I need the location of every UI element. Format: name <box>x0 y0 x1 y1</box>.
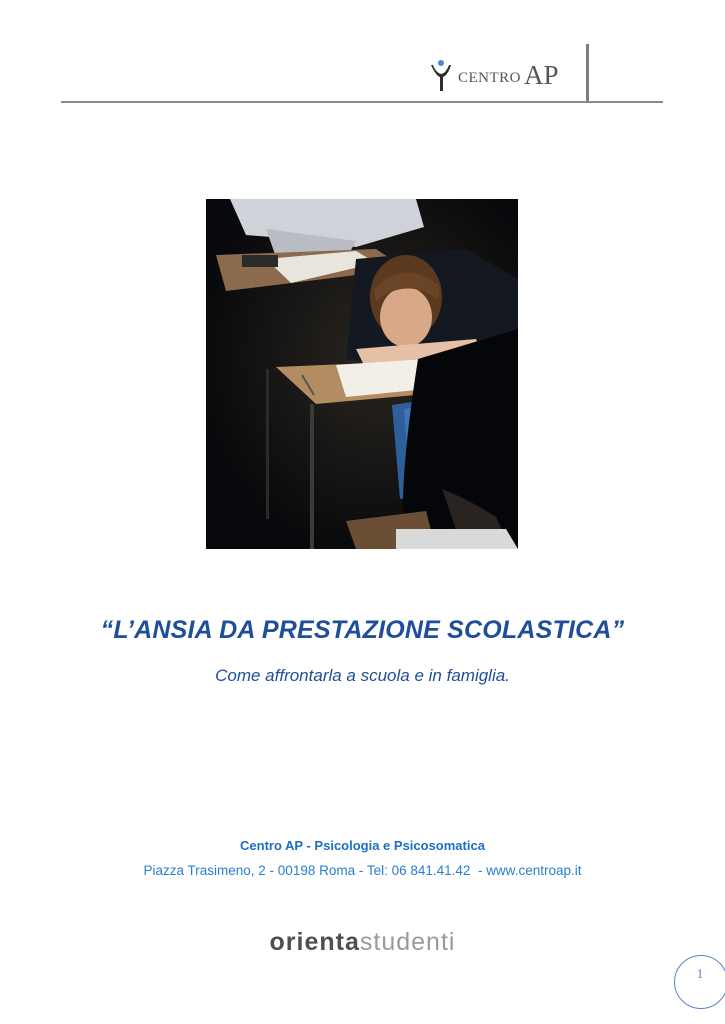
document-subtitle: Come affrontarla a scuola e in famiglia. <box>215 666 510 685</box>
header-divider-vertical <box>586 44 589 102</box>
centro-ap-logo <box>428 56 559 92</box>
page-number-badge <box>674 955 725 1009</box>
cover-photo <box>206 199 518 549</box>
header-divider <box>61 101 663 103</box>
organization-name: Centro AP - Psicologia e Psicosomatica <box>240 838 485 853</box>
document-title: “L’ANSIA DA PRESTAZIONE SCOLASTICA” <box>100 616 625 644</box>
page-number: 1 <box>696 966 704 981</box>
brand-text-studenti: studenti <box>359 928 456 956</box>
logo-text-centro: CENTRO <box>458 70 521 86</box>
brand-text-orienta: orienta <box>269 928 360 956</box>
page-header <box>0 0 725 110</box>
person-icon <box>428 58 454 92</box>
organization-address: Piazza Trasimeno, 2 - 00198 Roma - Tel: 06 841.41.42 - www.centroap.it <box>143 863 582 878</box>
logo-text-ap: AP <box>524 60 559 90</box>
orientastudenti-logo <box>0 928 725 957</box>
